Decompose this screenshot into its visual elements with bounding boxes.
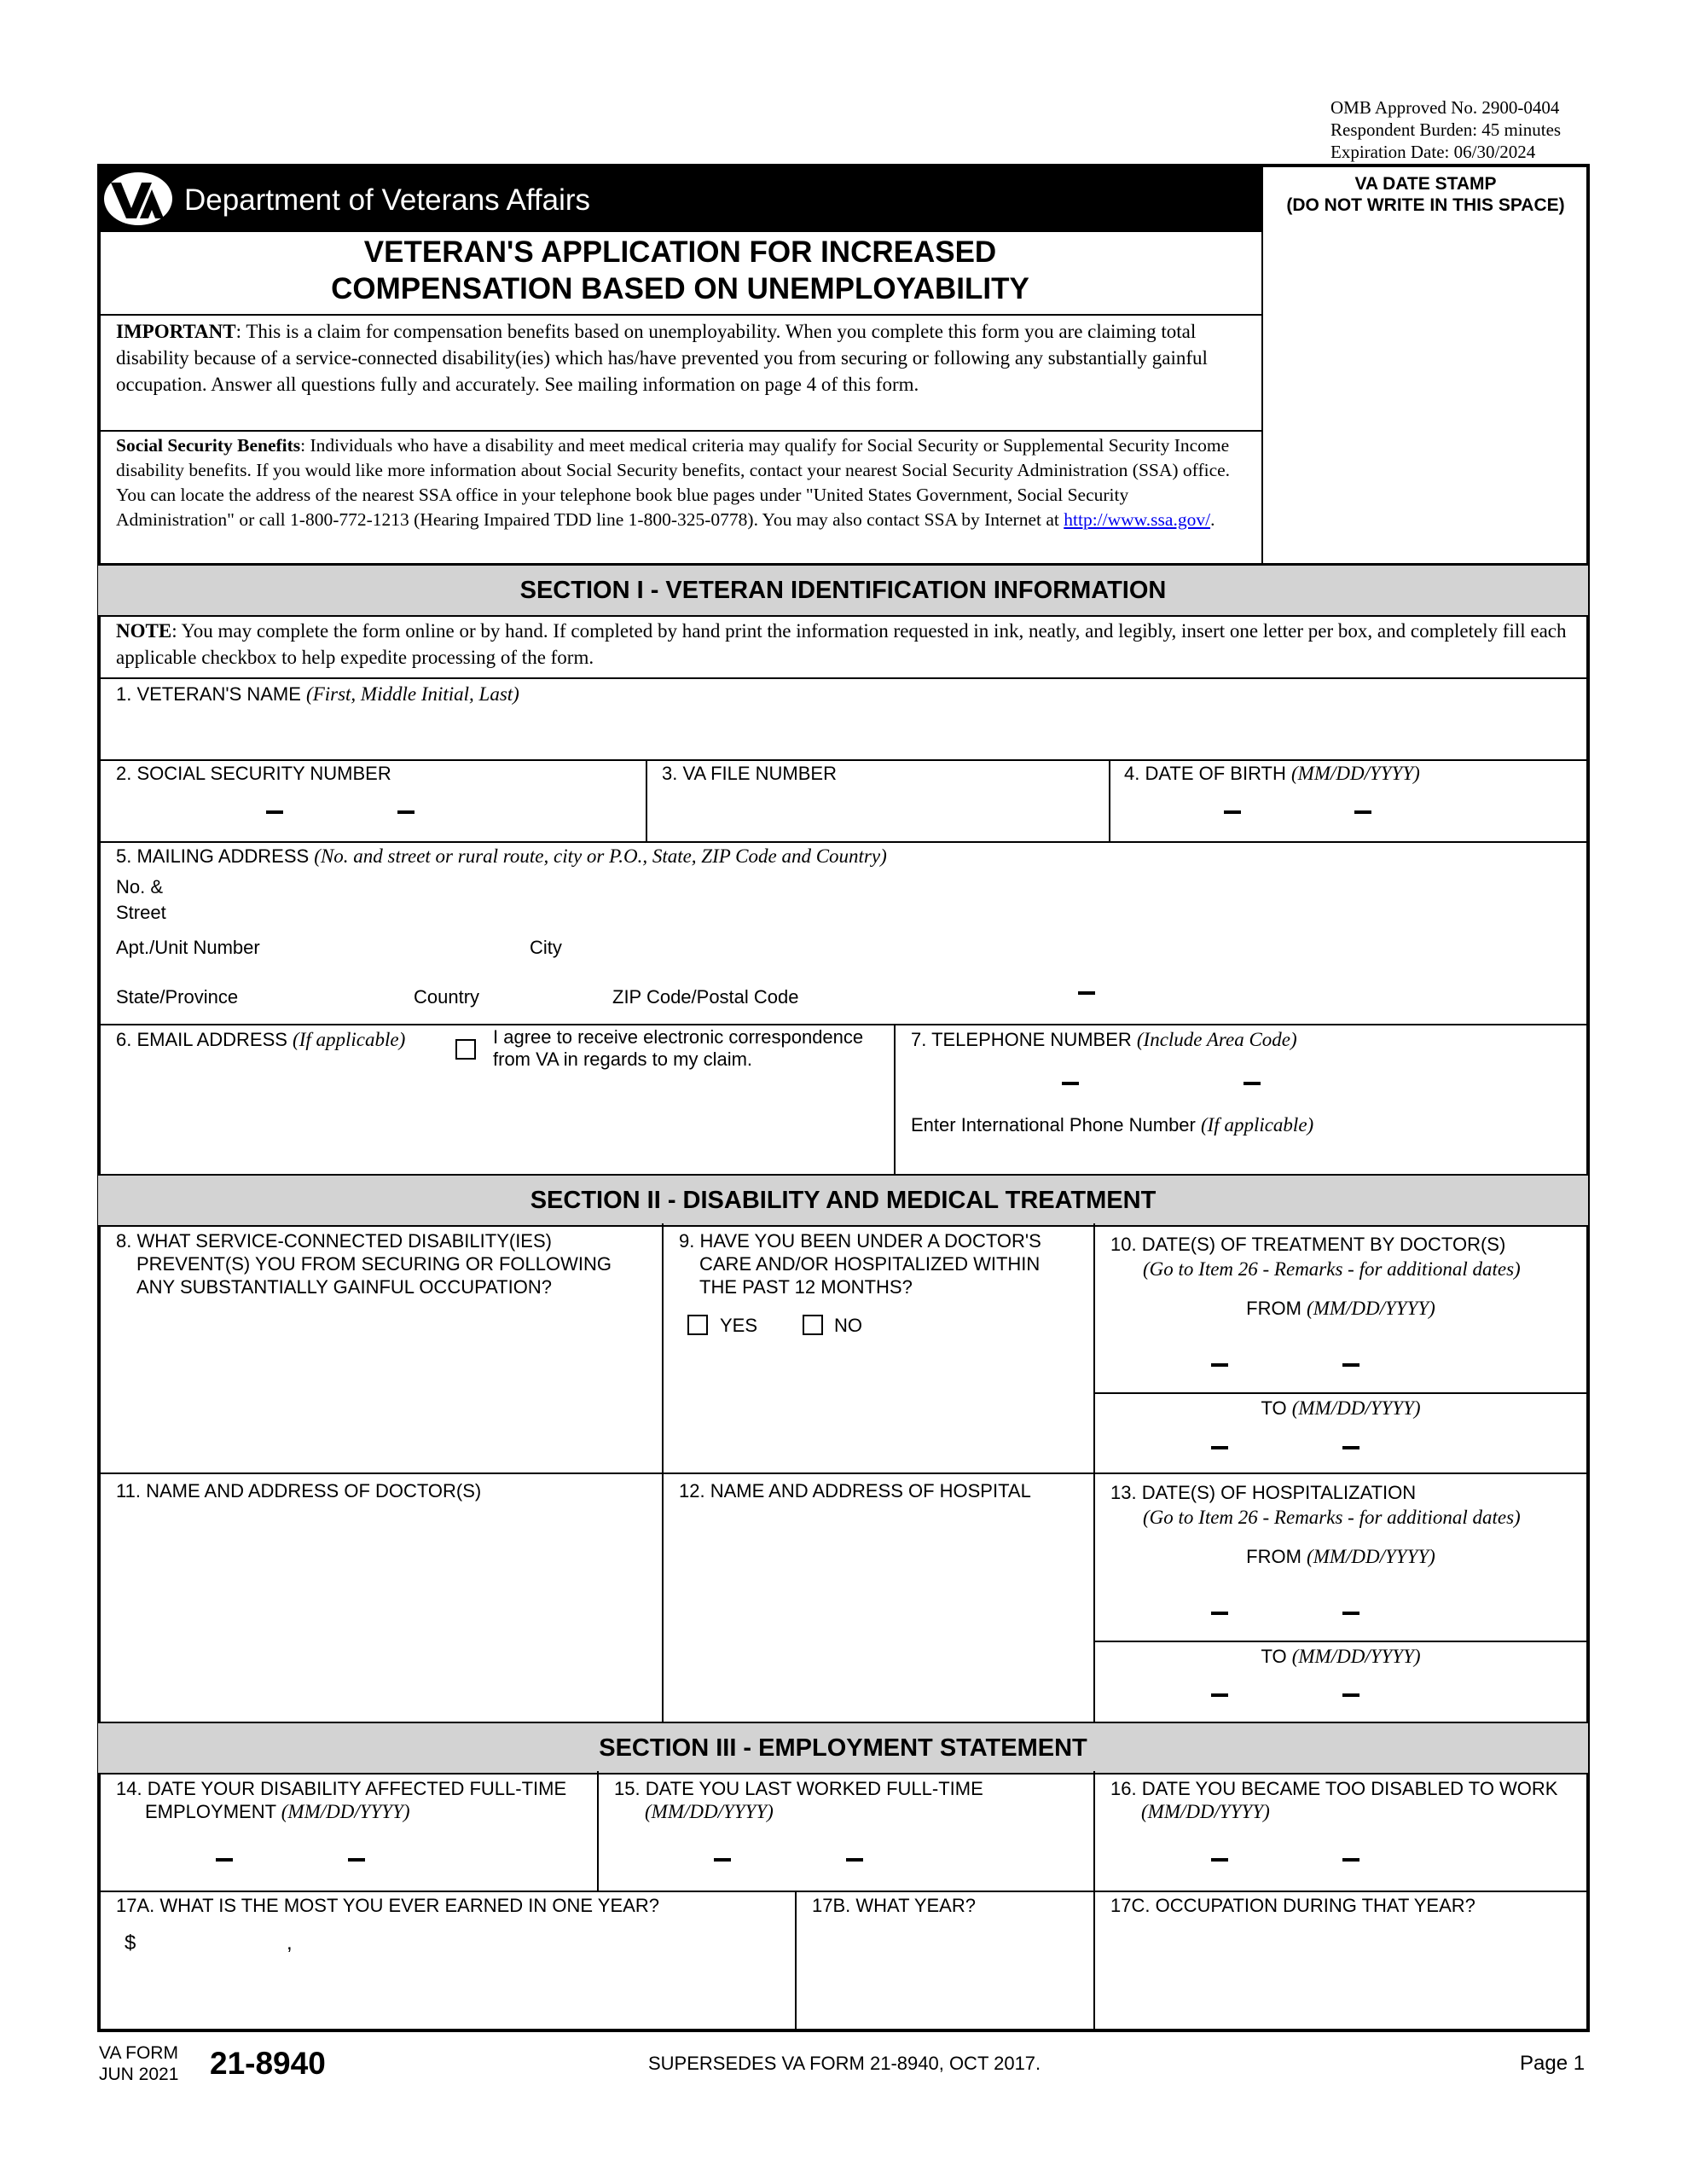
note-text: : You may complete the form online or by hand. If completed by hand print the information requested in ink, neatly, and legibly, insert one letter per box, and completely fill each applicable checkbox to help expedite processing of the form.: [116, 620, 1567, 668]
important-notice: [116, 318, 1242, 398]
state-label: State/Province: [116, 986, 239, 1008]
form-title-line1: VETERAN'S APPLICATION FOR INCREASED: [363, 235, 997, 269]
section1-header: SECTION I - VETERAN IDENTIFICATION INFORMATION: [98, 563, 1588, 617]
country-field[interactable]: [490, 974, 606, 1012]
omb-info: [1330, 96, 1603, 163]
field10-to-label: TO (MM/DD/YYYY): [1261, 1397, 1421, 1419]
disability-affected-date-field[interactable]: [102, 1826, 594, 1887]
apt-label: Apt./Unit Number: [116, 937, 260, 958]
supersedes-note: SUPERSEDES VA FORM 21-8940, OCT 2017.: [648, 2053, 1041, 2074]
zip-label: ZIP Code/Postal Code: [612, 986, 799, 1008]
field4-label: 4. DATE OF BIRTH (MM/DD/YYYY): [1124, 763, 1420, 784]
field11-label: 11. NAME AND ADDRESS OF DOCTOR(S): [116, 1480, 482, 1502]
field14-label: 14. DATE YOUR DISABILITY AFFECTED FULL-TIME EMPLOYMENT (MM/DD/YYYY): [116, 1778, 567, 1822]
date-stamp-label: [1263, 173, 1588, 216]
treatment-from-field[interactable]: [1099, 1322, 1583, 1387]
important-text: : This is a claim for compensation benefits based on unemployability. When you complete this form you are claiming total disability because of a service-connected disability(ies) which has/have prevented you from securing or following any substantially gainful occupation. Answer all questions fully and accurately. See mailing information on page 4 of this form.: [116, 321, 1208, 395]
section1-note: [116, 618, 1574, 671]
yes-checkbox[interactable]: [687, 1315, 708, 1335]
email-consent-checkbox[interactable]: [455, 1039, 476, 1060]
field17b-label: 17B. WHAT YEAR?: [812, 1895, 976, 1916]
apt-field[interactable]: [273, 928, 520, 966]
field13-label: 13. DATE(S) OF HOSPITALIZATION: [1110, 1482, 1417, 1503]
field10-hint: (Go to Item 26 - Remarks - for additional dates): [1143, 1258, 1521, 1280]
date-stamp-line1: VA DATE STAMP: [1354, 174, 1497, 194]
occupation-field[interactable]: [1099, 1920, 1583, 2027]
email-consent-text: I agree to receive electronic correspondence from VA in regards to my claim.: [493, 1026, 864, 1070]
hospital-from-field[interactable]: [1099, 1571, 1583, 1635]
too-disabled-date-field[interactable]: [1099, 1826, 1583, 1887]
ssb-end: .: [1210, 509, 1215, 530]
disabilities-field[interactable]: [102, 1305, 658, 1467]
treatment-to-field[interactable]: [1099, 1421, 1583, 1471]
city-field[interactable]: [571, 928, 1578, 966]
omb-burden: Respondent Burden: 45 minutes: [1330, 119, 1562, 140]
va-logo-icon: [102, 171, 174, 227]
field13-hint: (Go to Item 26 - Remarks - for additional dates): [1143, 1507, 1521, 1528]
omb-approved: OMB Approved No. 2900-0404: [1330, 97, 1560, 118]
ssb-notice: [116, 433, 1242, 532]
section3-header: SECTION III - EMPLOYMENT STATEMENT: [98, 1722, 1588, 1774]
veteran-name-field[interactable]: [102, 708, 1585, 758]
country-label: Country: [414, 986, 480, 1008]
page-number: Page 1: [1520, 2052, 1586, 2075]
no-checkbox[interactable]: [803, 1315, 823, 1335]
va-file-number-field[interactable]: [650, 785, 1105, 839]
field9-label: 9. HAVE YOU BEEN UNDER A DOCTOR'S CARE AND/OR HOSPITALIZED WITHIN THE PAST 12 MONTHS?: [679, 1230, 1041, 1298]
field12-label: 12. NAME AND ADDRESS OF HOSPITAL: [679, 1480, 1031, 1502]
intl-phone-field[interactable]: [904, 1138, 1583, 1170]
omb-expiration: Expiration Date: 06/30/2024: [1330, 142, 1536, 162]
zip-field[interactable]: [810, 974, 1194, 1012]
field6-label: 6. EMAIL ADDRESS (If applicable): [116, 1029, 406, 1050]
field2-label: 2. SOCIAL SECURITY NUMBER: [116, 763, 391, 784]
form-title-line2: COMPENSATION BASED ON UNEMPLOYABILITY: [331, 272, 1029, 305]
max-earnings-field[interactable]: [143, 1921, 791, 1972]
note-lead: NOTE: [116, 620, 172, 642]
important-lead: IMPORTANT: [116, 321, 236, 342]
email-field[interactable]: [102, 1077, 890, 1169]
date-stamp-line2: (DO NOT WRITE IN THIS SPACE): [1286, 195, 1565, 215]
dollar-sign: $: [125, 1931, 136, 1955]
field7-label: 7. TELEPHONE NUMBER (Include Area Code): [911, 1029, 1297, 1050]
street-field[interactable]: [188, 872, 1578, 923]
ssb-text: : Individuals who have a disability and meet medical criteria may qualify for Social Security or Supplemental Security Income disability benefits. If you would like more information about Social Security benefits, contact your nearest Social Security Administration (SSA) office. You can locate the address of the nearest SSA office in your telephone book blue pages under "United States Government, Social Security Administration" or call 1-800-772-1213 (Hearing Impaired TDD line 1-800-325-0778). You may also contact SSA by Internet at: [116, 435, 1231, 530]
field15-label: 15. DATE YOU LAST WORKED FULL-TIME (MM/DD/YYYY): [614, 1778, 983, 1822]
state-field[interactable]: [247, 974, 409, 1012]
ssa-link[interactable]: http://www.ssa.gov/: [1064, 509, 1211, 530]
field10-label: 10. DATE(S) OF TREATMENT BY DOCTOR(S): [1110, 1234, 1506, 1255]
field17a-label: 17A. WHAT IS THE MOST YOU EVER EARNED IN ONE YEAR?: [116, 1895, 659, 1916]
field1-label: 1. VETERAN'S NAME (First, Middle Initial, Last): [116, 683, 519, 705]
hospital-address-field[interactable]: [665, 1505, 1090, 1718]
field5-label: 5. MAILING ADDRESS (No. and street or rural route, city or P.O., State, ZIP Code and Country): [116, 845, 887, 867]
no-street-label: No. & Street: [116, 876, 166, 923]
field16-label: 16. DATE YOU BECAME TOO DISABLED TO WORK (MM/DD/YYYY): [1110, 1778, 1558, 1822]
form-number: 21-8940: [210, 2046, 326, 2081]
field8-label: 8. WHAT SERVICE-CONNECTED DISABILITY(IES) PREVENT(S) YOU FROM SECURING OR FOLLOWING ANY SUBSTANTIALLY GAINFUL OCCUPATION?: [116, 1230, 612, 1298]
field13-from-label: FROM (MM/DD/YYYY): [1246, 1546, 1435, 1567]
city-label: City: [530, 937, 562, 958]
agency-name: Department of Veterans Affairs: [184, 183, 591, 217]
footer-form-label: VA FORM JUN 2021: [99, 2043, 179, 2084]
earnings-year-field[interactable]: [800, 1920, 1090, 2027]
no-label: NO: [834, 1315, 862, 1336]
field13-to-label: TO (MM/DD/YYYY): [1261, 1646, 1421, 1667]
ssb-lead: Social Security Benefits: [116, 435, 301, 456]
field17c-label: 17C. OCCUPATION DURING THAT YEAR?: [1110, 1895, 1475, 1916]
field10-from-label: FROM (MM/DD/YYYY): [1246, 1298, 1435, 1319]
form-title: [99, 234, 1261, 307]
field3-label: 3. VA FILE NUMBER: [662, 763, 837, 784]
hospital-to-field[interactable]: [1099, 1670, 1583, 1717]
yes-label: YES: [720, 1315, 758, 1336]
dob-field[interactable]: [1113, 785, 1585, 839]
phone-field[interactable]: [904, 1054, 1583, 1102]
thousands-comma: ,: [287, 1931, 293, 1955]
intl-phone-label: Enter International Phone Number (If applicable): [911, 1114, 1314, 1136]
section2-header: SECTION II - DISABILITY AND MEDICAL TREATMENT: [98, 1174, 1588, 1227]
doctor-address-field[interactable]: [102, 1505, 658, 1718]
last-worked-date-field[interactable]: [602, 1826, 1090, 1887]
ssn-field[interactable]: [102, 785, 643, 839]
